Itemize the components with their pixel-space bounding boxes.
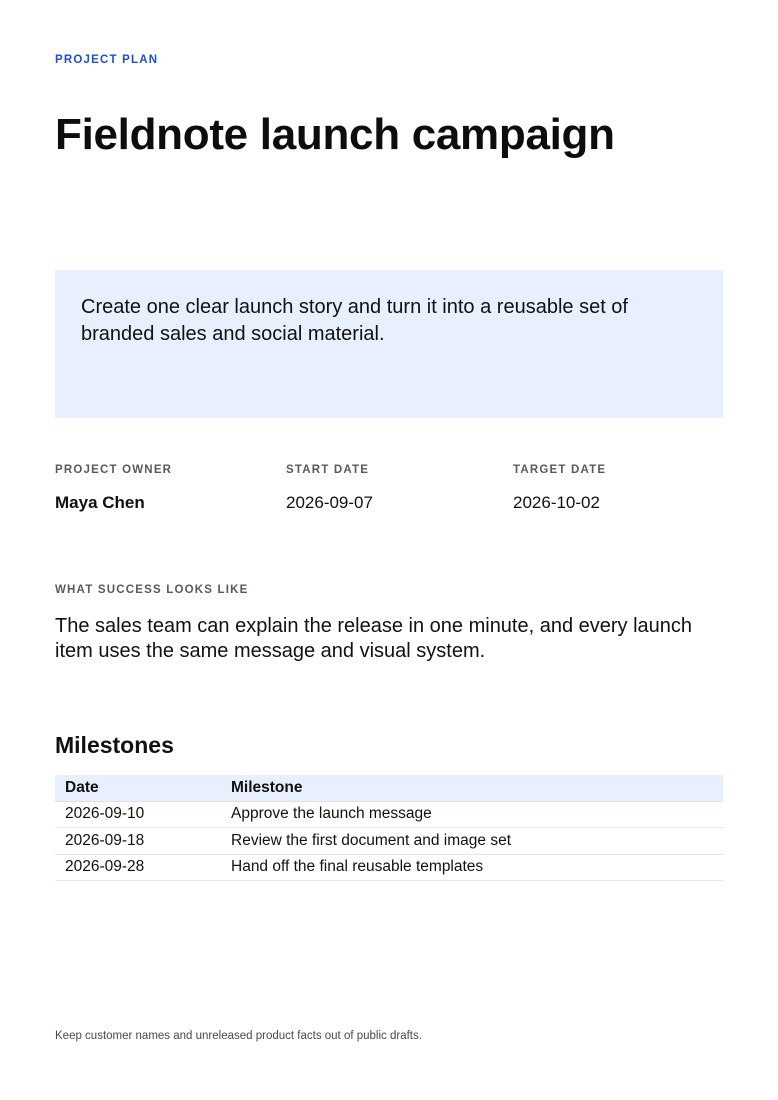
milestone-date: 2026-09-10 [55,801,221,828]
summary-panel [55,270,723,418]
column-header-milestone: Milestone [221,775,723,801]
column-header-date: Date [55,775,221,801]
table-row [55,854,723,881]
owner-label: PROJECT OWNER [55,464,173,476]
table-row [55,801,723,828]
milestone-name: Review the first document and image set [221,828,723,855]
start-date-label: START DATE [286,464,370,476]
owner-value: Maya Chen [55,493,145,512]
document-eyebrow: PROJECT PLAN [55,54,159,66]
start-date-value: 2026-09-07 [286,493,373,512]
target-date-label: TARGET DATE [513,464,607,476]
footer-note: Keep customer names and unreleased product facts out of public drafts. [55,1030,422,1042]
success-text: The sales team can explain the release in one minute, and every launch item uses the same message and visual system. [55,615,693,662]
milestone-date: 2026-09-18 [55,828,221,855]
milestone-date: 2026-09-28 [55,854,221,881]
milestone-name: Approve the launch message [221,801,723,828]
milestones-heading: Milestones [55,732,174,758]
page-title: Fieldnote launch campaign [55,110,615,159]
milestones-table [55,775,723,881]
table-row [55,828,723,855]
success-label: WHAT SUCCESS LOOKS LIKE [55,584,249,596]
target-date-value: 2026-10-02 [513,493,600,512]
milestone-name: Hand off the final reusable templates [221,854,723,881]
table-header-row [55,775,723,801]
summary-text: Create one clear launch story and turn it into a reusable set of branded sales and social material. [81,296,628,345]
